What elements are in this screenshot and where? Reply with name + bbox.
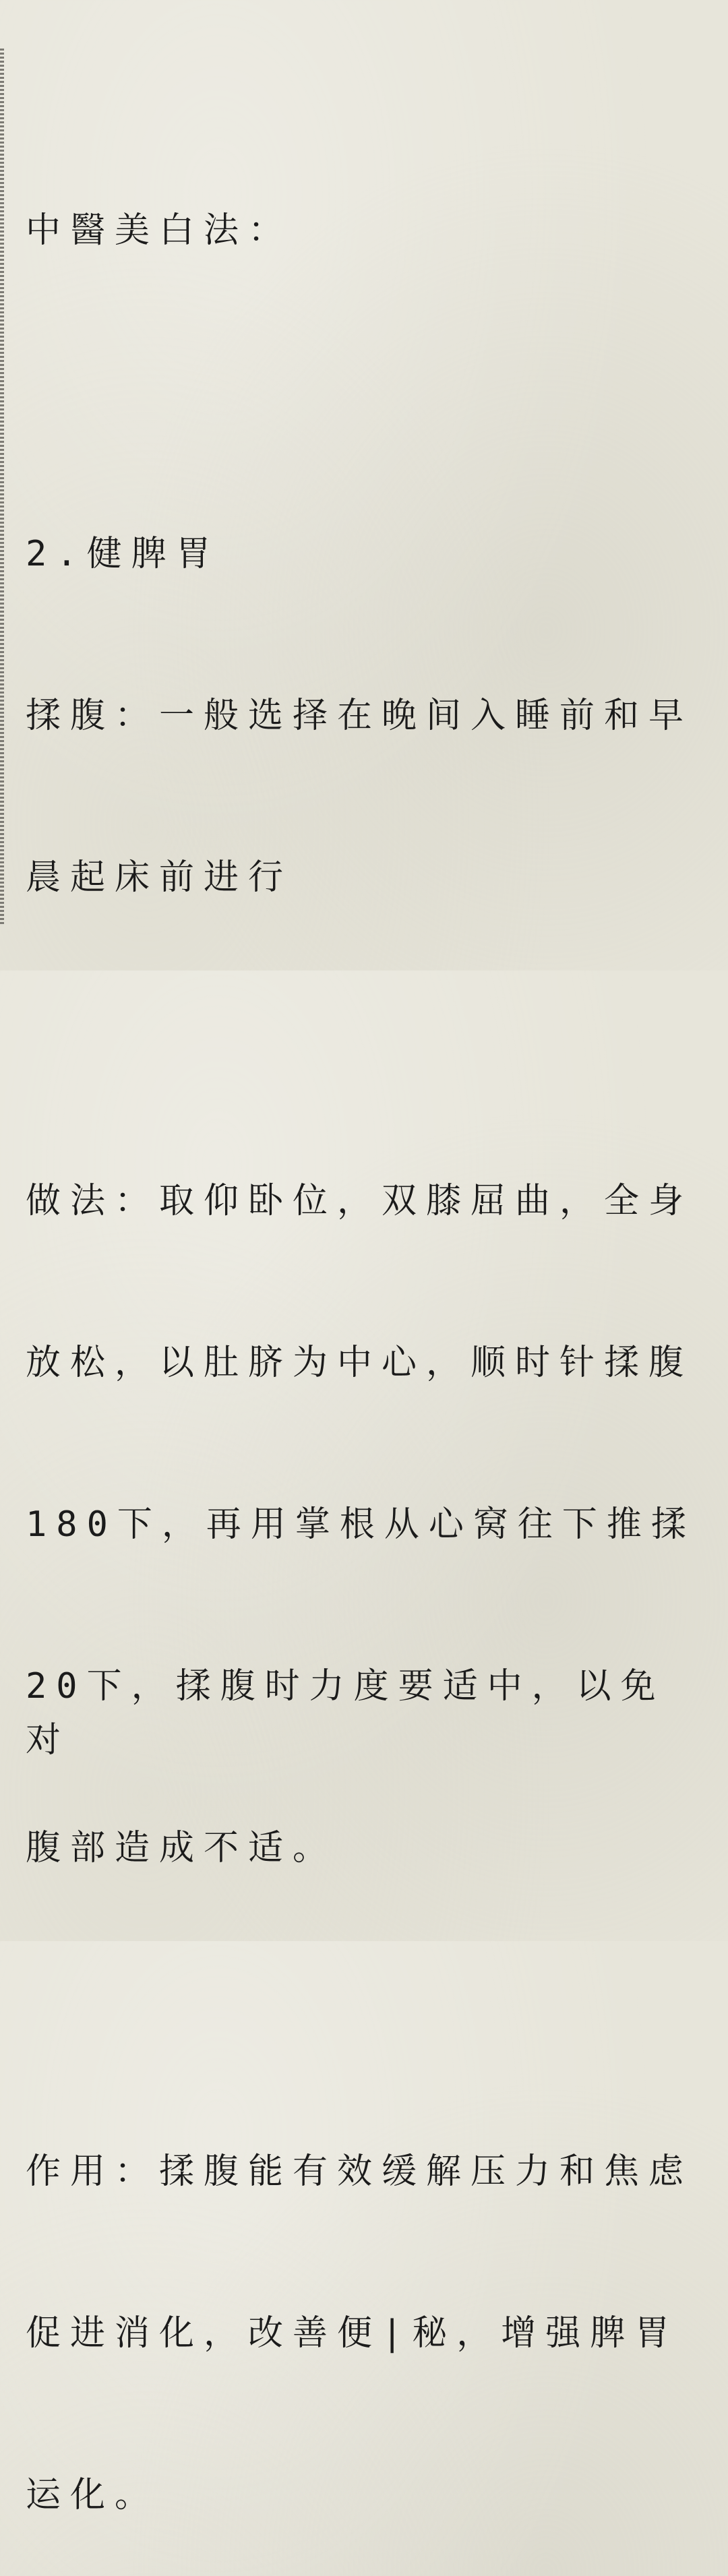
spacer <box>26 1012 706 1066</box>
note-body <box>26 96 706 2576</box>
effect-line-3: 运化。 <box>26 2475 160 2515</box>
effect-line-1: 作用：揉腹能有效缓解压力和焦虑 <box>26 2151 694 2192</box>
section-heading: 2.健脾胃 <box>26 534 220 574</box>
method-line-5: 腹部造成不适。 <box>26 1828 338 1868</box>
note-title: 中醫美白法： <box>26 210 293 251</box>
method-line-1: 做法：取仰卧位，双膝屈曲，全身 <box>26 1181 694 1221</box>
perforated-edge <box>0 49 4 925</box>
method-line-4: 20下，揉腹时力度要适中，以免对 <box>26 1666 665 1760</box>
rub-abdomen-line-2: 晨起床前进行 <box>26 857 293 898</box>
method-line-2: 放松，以肚脐为中心，顺时针揉腹 <box>26 1343 694 1383</box>
spacer <box>26 365 706 419</box>
rub-abdomen-line-1: 揉腹：一般选择在晚间入睡前和早 <box>26 696 694 736</box>
spacer <box>26 1983 706 2037</box>
method-line-3: 180下，再用掌根从心窝往下推揉 <box>26 1504 696 1545</box>
effect-line-2: 促进消化，改善便|秘，增强脾胃 <box>26 2313 679 2354</box>
